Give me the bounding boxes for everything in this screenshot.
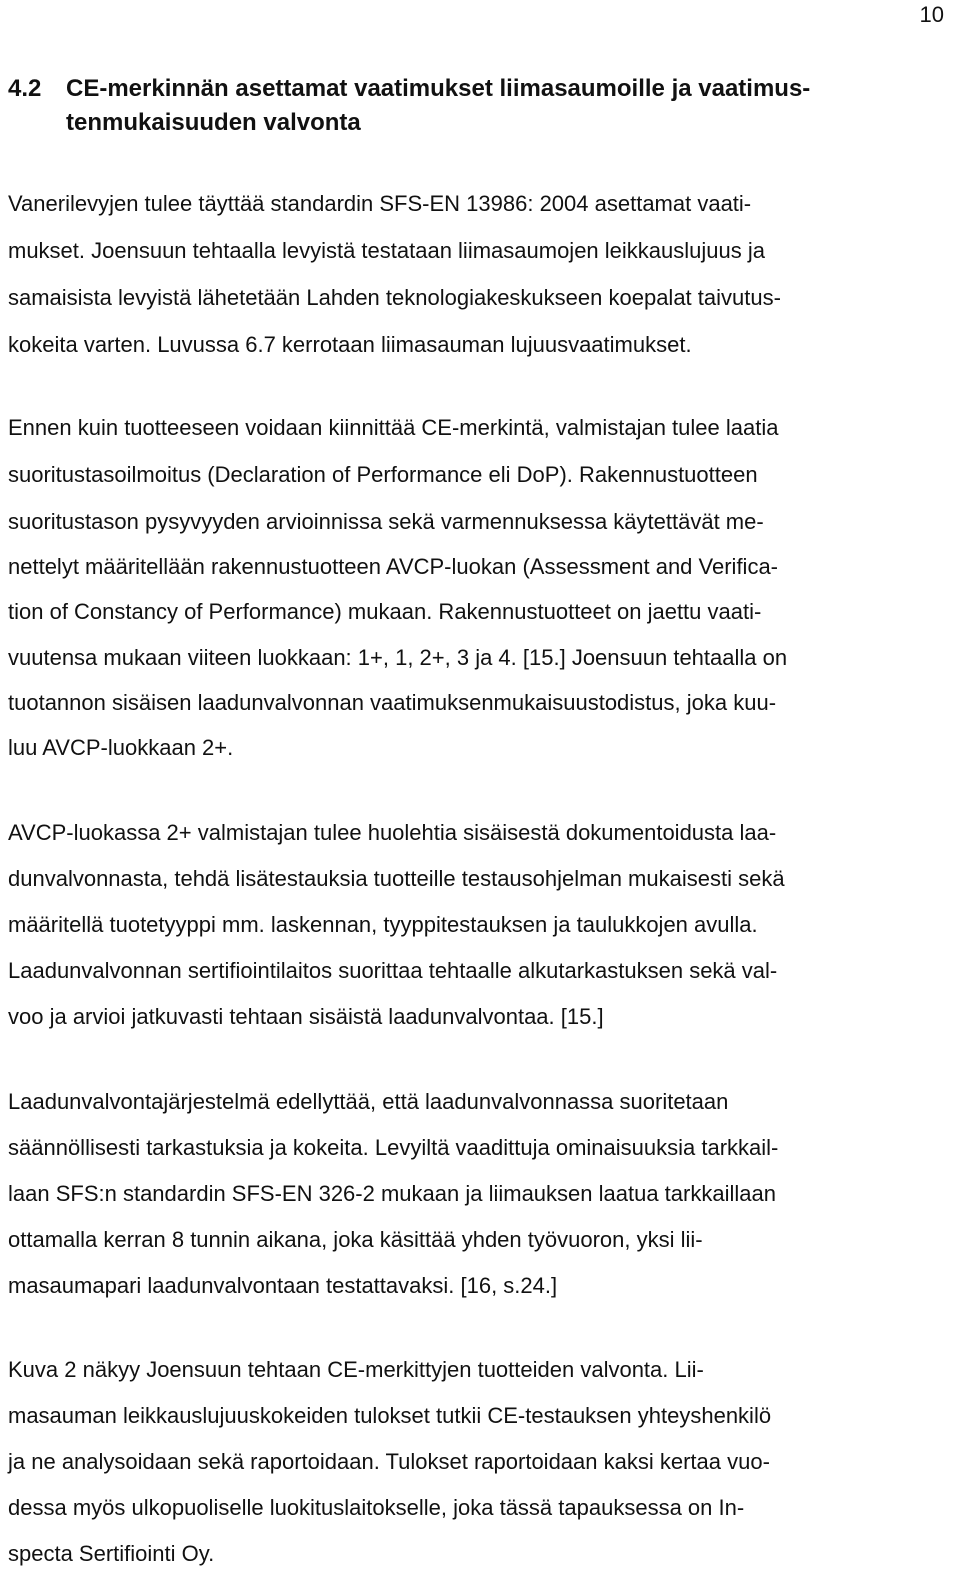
paragraph-4-line-2: säännöllisesti tarkastuksia ja kokeita. Levyiltä vaadittuja ominaisuuksia tarkkail-: [8, 1135, 779, 1160]
heading-title-part-2: tenmukaisuuden valvonta: [66, 109, 361, 136]
paragraph-1-line-3: samaisista levyistä lähetetään Lahden teknologiakeskukseen koepalat taivutus-: [8, 285, 781, 310]
paragraph-4-line-5: masaumapari laadunvalvontaan testattavaksi. [16, s.24.]: [8, 1273, 558, 1298]
paragraph-1-line-4: kokeita varten. Luvussa 6.7 kerrotaan liimasauman lujuusvaatimukset.: [8, 332, 692, 357]
paragraph-5-line-1: Kuva 2 näkyy Joensuun tehtaan CE-merkittyjen tuotteiden valvonta. Lii-: [8, 1357, 704, 1382]
paragraph-5-line-5: specta Sertifiointi Oy.: [8, 1541, 215, 1566]
paragraph-2-line-1: Ennen kuin tuotteeseen voidaan kiinnittää CE-merkintä, valmistajan tulee laatia: [8, 415, 779, 440]
paragraph-5-line-2: masauman leikkauslujuuskokeiden tulokset tutkii CE-testauksen yhteyshenkilö: [8, 1403, 772, 1428]
paragraph-1-line-2: mukset. Joensuun tehtaalla levyistä testataan liimasaumojen leikkauslujuus ja: [8, 238, 765, 263]
paragraph-2-line-6: vuutensa mukaan viiteen luokkaan: 1+, 1, 2+, 3 ja 4. [15.] Joensuun tehtaalla on: [8, 645, 788, 670]
paragraph-4-line-3: laan SFS:n standardin SFS-EN 326-2 mukaan ja liimauksen laatua tarkkaillaan: [8, 1181, 776, 1206]
paragraph-1-line-1: Vanerilevyjen tulee täyttää standardin SFS-EN 13986: 2004 asettamat vaati-: [8, 191, 752, 216]
heading-title-part-1: CE-merkinnän asettamat vaatimukset liimasaumoille ja vaatimus-: [66, 75, 811, 102]
paragraph-3-line-3: määritellä tuotetyyppi mm. laskennan, tyyppitestauksen ja taulukkojen avulla.: [8, 912, 758, 937]
paragraph-2-line-3: suoritustason pysyvyyden arvioinnissa sekä varmennuksessa käytettävät me-: [8, 509, 764, 534]
section-number: 4.2: [8, 75, 42, 102]
paragraph-3-line-4: Laadunvalvonnan sertifiointilaitos suorittaa tehtaalle alkutarkastuksen sekä val-: [8, 958, 778, 983]
paragraph-5-line-4: dessa myös ulkopuoliselle luokituslaitokselle, joka tässä tapauksessa on In-: [8, 1495, 745, 1520]
paragraph-3-line-1: AVCP-luokassa 2+ valmistajan tulee huolehtia sisäisestä dokumentoidusta laa-: [8, 820, 777, 845]
page-number: 10: [919, 2, 944, 27]
paragraph-3-line-2: dunvalvonnasta, tehdä lisätestauksia tuotteille testausohjelman mukaisesti sekä: [8, 866, 785, 891]
paragraph-2-line-4: nettelyt määritellään rakennustuotteen AVCP-luokan (Assessment and Verifica-: [8, 554, 778, 579]
heading-line-2: [8, 106, 928, 140]
paragraph-4-line-4: ottamalla kerran 8 tunnin aikana, joka käsittää yhden työvuoron, yksi lii-: [8, 1227, 703, 1252]
section-heading: [8, 72, 928, 140]
paragraph-5-line-3: ja ne analysoidaan sekä raportoidaan. Tulokset raportoidaan kaksi kertaa vuo-: [8, 1449, 770, 1474]
paragraph-2-line-2: suoritustasoilmoitus (Declaration of Performance eli DoP). Rakennustuotteen: [8, 462, 758, 487]
heading-line-1: [8, 72, 928, 106]
paragraph-4-line-1: Laadunvalvontajärjestelmä edellyttää, että laadunvalvonnassa suoritetaan: [8, 1089, 729, 1114]
paragraph-2-line-5: tion of Constancy of Performance) mukaan. Rakennustuotteet on jaettu vaati-: [8, 599, 762, 624]
paragraph-3-line-5: voo ja arvioi jatkuvasti tehtaan sisäistä laadunvalvontaa. [15.]: [8, 1004, 604, 1029]
paragraph-2-line-8: luu AVCP-luokkaan 2+.: [8, 735, 234, 760]
paragraph-2-line-7: tuotannon sisäisen laadunvalvonnan vaatimuksenmukaisuustodistus, joka kuu-: [8, 690, 777, 715]
